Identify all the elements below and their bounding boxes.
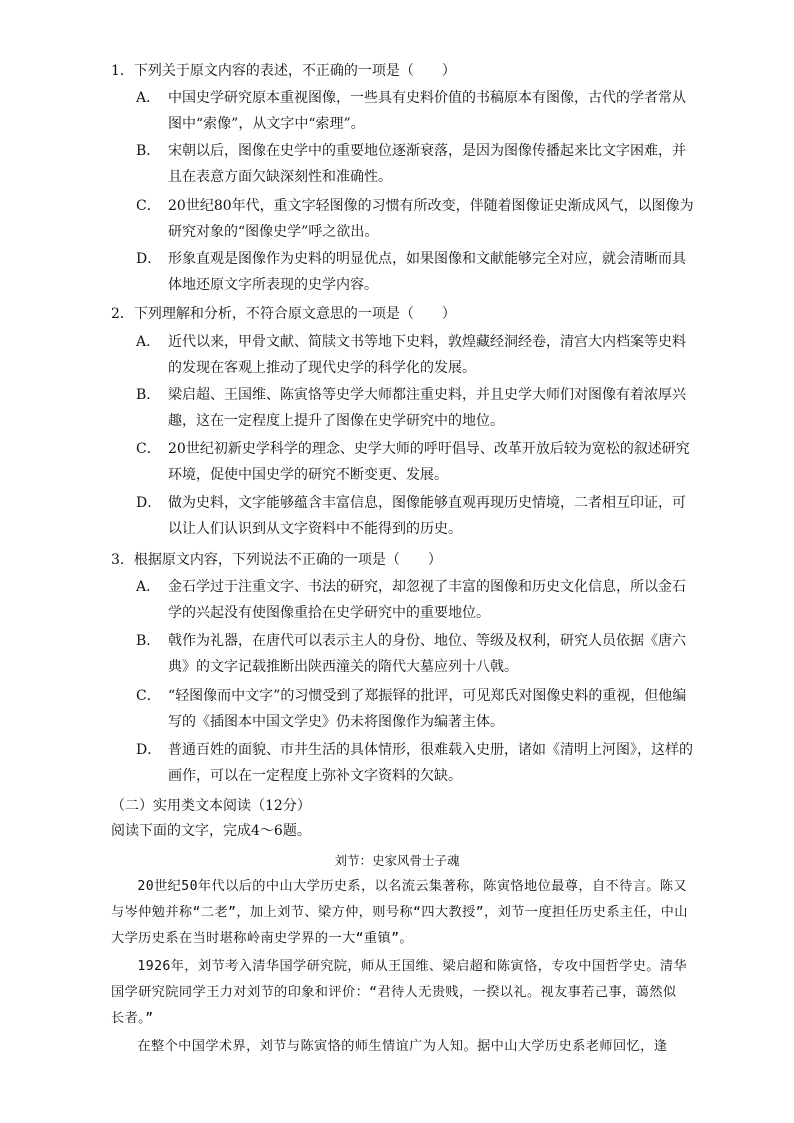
question-2-stem: 2．下列理解和分析，不符合原文意思的一项是（ ）: [111, 306, 456, 322]
question-3-option-c[interactable]: [136, 683, 696, 735]
option-letter: A．: [136, 334, 161, 350]
option-letter: C．: [136, 441, 161, 457]
question-1-option-a[interactable]: [136, 85, 696, 137]
article-paragraph: 20世纪50年代以后的中山大学历史系，以名流云集著称，陈寅恪地位最尊，自不待言。陈又与岑仲勉并称“二老”，加上刘节、梁方仲，则号称“四大教授”，刘节一度担任历史系主任，中山大学历史系在当时堪称岭南史学界的一大“重镇”。: [111, 879, 688, 946]
question-3-option-b[interactable]: [136, 628, 696, 680]
article-title: 刘节：史家风骨士子魂: [334, 853, 460, 868]
option-letter: C．: [136, 198, 161, 214]
option-letter: B．: [136, 143, 161, 159]
question-3-stem: 3．根据原文内容，下列说法不正确的一项是（ ）: [111, 552, 442, 568]
option-letter: D．: [136, 495, 162, 511]
question-2-option-c[interactable]: [136, 436, 696, 488]
option-text: 宋朝以后，图像在史学中的重要地位逐渐衰落，是因为图像传播起来比文字困难，并且在表意方面欠缺深刻性和准确性。: [168, 143, 686, 185]
option-text: 做为史料，文字能够蕴含丰富信息，图像能够直观再现历史情境，二者相互印证，可以让人们认识到从文字资料中不能得到的历史。: [168, 495, 686, 537]
question-1-option-d[interactable]: [136, 246, 696, 298]
question-1-option-b[interactable]: [136, 138, 696, 190]
option-letter: D．: [136, 251, 162, 267]
question-2-option-b[interactable]: [136, 382, 696, 434]
option-text: 金石学过于注重文字、书法的研究，却忽视了丰富的图像和历史文化信息，所以金石学的兴起没有使图像重拾在史学研究中的重要地位。: [168, 579, 686, 621]
question-3-option-d[interactable]: [136, 737, 696, 789]
article-paragraph: 在整个中国学术界，刘节与陈寅恪的师生情谊广为人知。据中山大学历史系老师回忆，逢: [137, 1039, 668, 1054]
option-text: 梁启超、王国维、陈寅恪等史学大师都注重史料，并且史学大师们对图像有着浓厚兴趣，这在一定程度上提升了图像在史学研究中的地位。: [168, 387, 686, 429]
option-letter: A．: [136, 579, 161, 595]
option-text: 近代以来，甲骨文献、简牍文书等地下史料，敦煌藏经洞经卷，清宫大内档案等史料的发现在客观上推动了现代史学的科学化的发展。: [168, 334, 686, 376]
option-text: 戟作为礼器，在唐代可以表示主人的身份、地位、等级及权利，研究人员依据《唐六典》的文字记载推断出陕西潼关的隋代大墓应列十八戟。: [168, 633, 686, 675]
question-3-option-a[interactable]: [136, 574, 696, 626]
section-instruction: 阅读下面的文字，完成4～6题。: [111, 823, 311, 839]
option-text: “轻图像而中文字”的习惯受到了郑振铎的批评，可见郑氏对图像史料的重视，但他编写的《插图本中国文学史》仍未将图像作为编著主体。: [168, 688, 687, 730]
option-text: 普通百姓的面貌、市井生活的具体情形，很难载入史册，诸如《清明上河图》，这样的画作，可以在一定程度上弥补文字资料的欠缺。: [168, 742, 693, 784]
option-text: 20世纪80年代，重文字轻图像的习惯有所改变，伴随着图像证史渐成风气，以图像为研究对象的“图像史学”呼之欲出。: [168, 198, 694, 240]
option-text: 形象直观是图像作为史料的明显优点，如果图像和文献能够完全对应，就会清晰而具体地还原文字所表现的史学内容。: [168, 251, 686, 293]
option-letter: B．: [136, 633, 161, 649]
question-1-option-c[interactable]: [136, 193, 696, 245]
question-2-option-d[interactable]: [136, 490, 696, 542]
option-text: 中国史学研究原本重视图像，一些具有史料价值的书稿原本有图像，古代的学者常从图中“索像”，从文字中“索理”。: [168, 90, 686, 132]
option-letter: A．: [136, 90, 161, 106]
article-paragraph: 1926年，刘节考入清华国学研究院，师从王国维、梁启超和陈寅恪，专攻中国哲学史。清华国学研究院同学王力对刘节的印象和评价：“君待人无贵贱，一揆以礼。视友事若己事，蔼然似长者。”: [111, 959, 688, 1026]
section-heading: （二）实用类文本阅读（12分）: [111, 798, 311, 814]
option-letter: C．: [136, 688, 161, 704]
option-letter: B．: [136, 387, 161, 403]
question-1-stem: 1．下列关于原文内容的表述，不正确的一项是（ ）: [111, 63, 456, 79]
option-letter: D．: [136, 742, 162, 758]
question-2-option-a[interactable]: [136, 329, 696, 381]
option-text: 20世纪初新史学科学的理念、史学大师的呼吁倡导、改革开放后较为宽松的叙述研究环境，促使中国史学的研究不断变更、发展。: [168, 441, 690, 483]
